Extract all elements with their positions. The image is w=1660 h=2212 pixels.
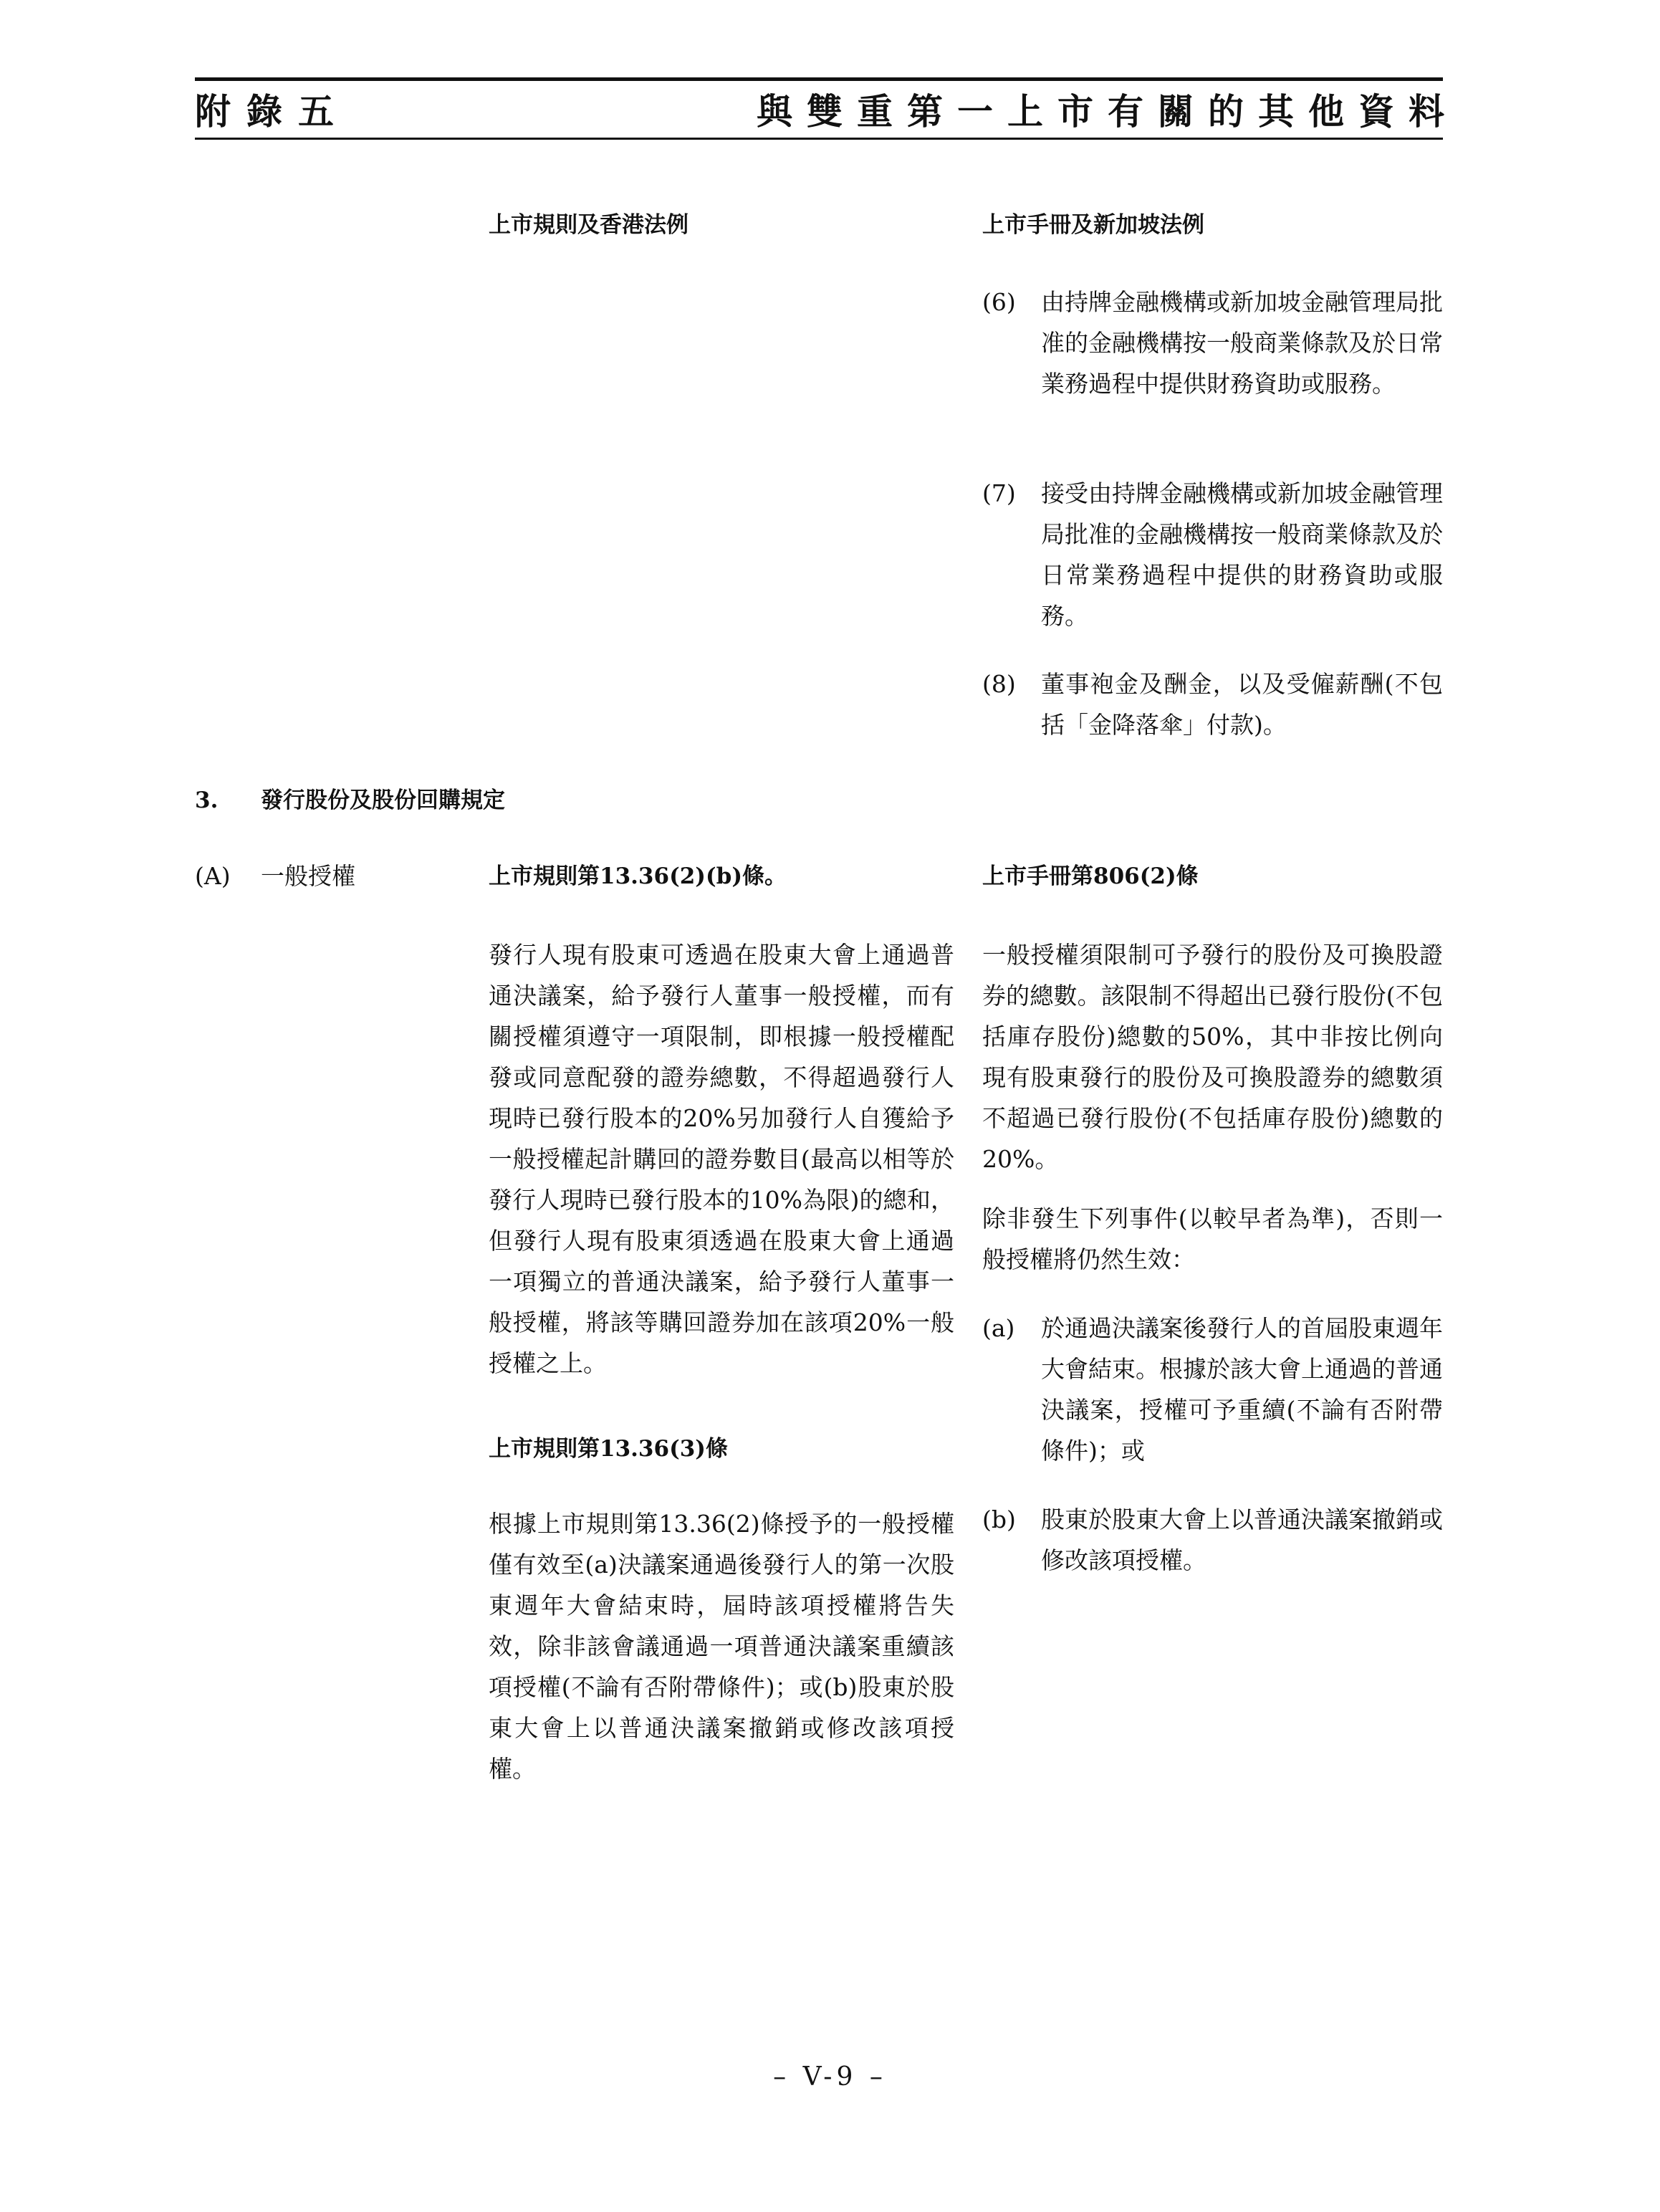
page-number: – V-9 –	[773, 2062, 887, 2092]
section-number: 3.	[195, 787, 219, 813]
sg-item-text: 董事袍金及酬金，以及受僱薪酬(不包括「金降落傘」付款)。	[1041, 670, 1443, 739]
sg-column-heading: 上市手冊及新加坡法例	[982, 212, 1204, 238]
subsection-title: 一般授權	[261, 862, 355, 890]
hk-column-heading: 上市規則及香港法例	[489, 212, 689, 238]
sg-paragraph-1: 一般授權須限制可予發行的股份及可換股證券的總數。該限制不得超出已發行股份(不包括庫存股份)總數的50%，其中非按比例向現有股東發行的股份及可換股證券的總數須不超過已發行股份(不包括庫存股份)總數的20%。	[982, 941, 1443, 1173]
sg-sub-item-text: 於通過決議案後發行人的首屆股東週年大會結束。根據於該大會上通過的普通決議案，授權可予重續(不論有否附帶條件)；或	[1041, 1314, 1443, 1465]
hk-paragraph-2: 根據上市規則第13.36(2)條授予的一般授權僅有效至(a)決議案通過後發行人的第一次股東週年大會結束時，屆時該項授權將告失效，除非該會議通過一項普通決議案重續該項授權(不論有否附帶條件)；或(b)股東於股東大會上以普通決議案撤銷或修改該項授權。	[489, 1510, 954, 1783]
appendix-label: 附錄五	[195, 90, 350, 133]
sg-paragraph-2: 除非發生下列事件(以較早者為準)，否則一般授權將仍然生效：	[982, 1205, 1443, 1273]
section-title: 發行股份及股份回購規定	[261, 787, 505, 813]
sg-item-number: (6)	[982, 288, 1016, 316]
sg-item-text: 接受由持牌金融機構或新加坡金融管理局批准的金融機構按一般商業條款及於日常業務過程中提供的財務資助或服務。	[1041, 479, 1443, 630]
hk-rule-heading-1: 上市規則第13.36(2)(b)條。	[489, 863, 787, 889]
sg-rule-heading: 上市手冊第806(2)條	[982, 863, 1199, 889]
hk-paragraph-1: 發行人現有股東可透過在股東大會上通過普通決議案，給予發行人董事一般授權，而有關授權須遵守一項限制，即根據一般授權配發或同意配發的證券總數，不得超過發行人現時已發行股本的20%另加發行人自獲給予一般授權起計購回的證券數目(最高以相等於發行人現時已發行股本的10%為限)的總和，但發行人現有股東須透過在股東大會上通過一項獨立的普通決議案，給予發行人董事一般授權，將該等購回證券加在該項20%一般授權之上。	[489, 941, 954, 1377]
sg-item-number: (7)	[982, 479, 1016, 507]
header-bottom-rule	[195, 138, 1443, 140]
hk-rule-heading-2: 上市規則第13.36(3)條	[489, 1436, 728, 1462]
subsection-label: (A)	[195, 862, 231, 890]
appendix-title: 與雙重第一上市有關的其他資料	[757, 90, 1459, 133]
sg-item-text: 由持牌金融機構或新加坡金融管理局批准的金融機構按一般商業條款及於日常業務過程中提供財務資助或服務。	[1041, 288, 1443, 398]
sg-sub-item-text: 股東於股東大會上以普通決議案撤銷或修改該項授權。	[1041, 1505, 1443, 1574]
sg-sub-item-number: (b)	[982, 1505, 1016, 1533]
sg-item-number: (8)	[982, 670, 1016, 698]
sg-sub-item-number: (a)	[982, 1314, 1015, 1342]
header-top-rule	[195, 77, 1443, 81]
